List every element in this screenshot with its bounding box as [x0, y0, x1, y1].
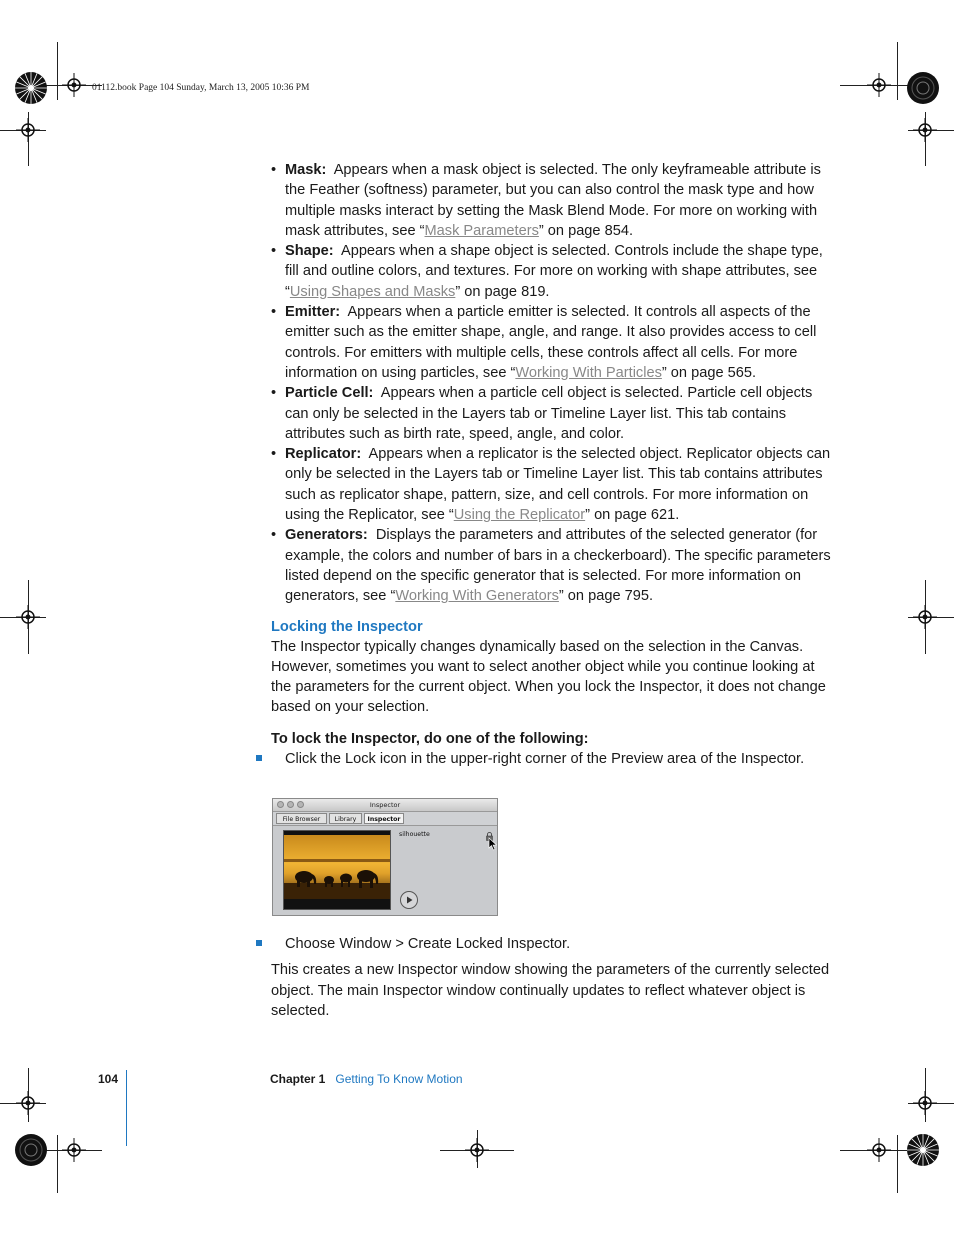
play-button[interactable]: [400, 891, 418, 909]
bullet-dot: •: [271, 243, 277, 260]
list-item: [271, 383, 831, 444]
crosshair-icon: [16, 605, 40, 629]
registration-target-icon: [906, 71, 940, 105]
crosshair-icon: [62, 73, 86, 97]
description: Displays the parameters and attributes of the selected generator (for example, the colors and number of bars in a checkerboard). The specific parameters listed depend on the specific generator that is selected. For more information on generators, see “: [285, 527, 831, 605]
bullet-dot: •: [271, 162, 277, 178]
crosshair-icon: [465, 1138, 489, 1162]
step-text: Click the Lock icon in the upper-right corner of the Preview area of the Inspector.: [285, 751, 805, 768]
crosshair-icon: [62, 1138, 86, 1162]
crosshair-icon: [913, 605, 937, 629]
inspector-tab-list: [271, 160, 831, 607]
play-icon: [401, 892, 417, 908]
tab-library[interactable]: Library: [329, 813, 362, 824]
cross-reference-link[interactable]: Using the Replicator: [453, 507, 586, 524]
book-info-header: 01112.book Page 104 Sunday, March 13, 2005 10:36 PM: [92, 83, 310, 93]
crosshair-icon: [867, 1138, 891, 1162]
list-item: [271, 302, 831, 383]
task-heading: To lock the Inspector, do one of the following:: [271, 730, 589, 747]
section-heading: Locking the Inspector: [271, 618, 423, 635]
cross-reference-link[interactable]: Using Shapes and Masks: [289, 283, 456, 300]
lower-content: [271, 934, 831, 1021]
cross-reference-link[interactable]: Working With Particles: [515, 364, 662, 381]
step-item: [271, 934, 831, 954]
cross-reference-link[interactable]: Working With Generators: [395, 588, 559, 605]
chapter-label: Chapter 1: [270, 1072, 326, 1086]
crosshair-icon: [16, 1091, 40, 1115]
description: Appears when a replicator is the selected object. Replicator objects can only be selected in the Layers tab or Timeline Layer list. This tab contains attributes such as replicator shape, pattern, size, and cell controls. For more information on using the Replicator, see “: [285, 446, 831, 524]
preview-thumbnail: [283, 830, 391, 910]
term: Shape:: [285, 243, 334, 260]
page-reference: ” on page 795.: [558, 588, 654, 605]
step-bullet-icon: [256, 755, 262, 761]
step-list: [271, 934, 831, 954]
term: Replicator:: [285, 446, 362, 463]
chapter-footer: [270, 1072, 463, 1086]
sunset-elephants-image: [284, 831, 390, 909]
crosshair-icon: [867, 73, 891, 97]
bullet-dot: •: [271, 385, 277, 402]
description: Appears when a mask object is selected. The only keyframeable attribute is the Feather (softness) parameter, but you can also control the mask type and how multiple masks interact by setting the Mask Blend Mode. For more on working with mask attributes, see “: [285, 162, 821, 239]
mouse-pointer-icon: [488, 837, 498, 851]
page-reference: ” on page 819.: [455, 283, 550, 300]
footer-divider: [126, 1070, 127, 1146]
list-item: [271, 525, 831, 606]
window-title: Inspector: [369, 801, 401, 809]
term: Mask:: [285, 162, 327, 178]
registration-burst-icon: [906, 1133, 940, 1167]
chapter-title: Getting To Know Motion: [335, 1072, 463, 1086]
bullet-dot: •: [271, 304, 277, 321]
description: Appears when a particle cell object is selected. Particle cell objects can only be selected in the Layers tab or Timeline Layer list. This tab contains attributes such as birth rate, speed, angle, and color.: [285, 385, 813, 442]
term: Generators:: [285, 527, 368, 544]
registration-burst-icon: [14, 71, 48, 105]
description: Appears when a particle emitter is selected. It controls all aspects of the emitter such as the emitter shape, angle, and range. It also provides access to cell controls. For emitters with multiple cells, these controls affect all cells. For more information on using particles, see “: [285, 304, 817, 381]
description: Appears when a shape object is selected. Controls include the shape type, fill and outline colors, and textures. For more on working with shape attributes, see “: [285, 243, 823, 300]
term: Particle Cell:: [285, 385, 374, 402]
tab-bar: [273, 812, 497, 826]
intro-paragraph: The Inspector typically changes dynamically based on the selection in the Canvas. However, sometimes you want to select another object while you continue looking at the parameters for the current object. When you lock the Inspector, it does not change based on your selection.: [271, 638, 826, 716]
step-item: [271, 749, 831, 769]
bullet-dot: •: [271, 527, 277, 544]
object-name: silhouette: [399, 831, 430, 838]
step-list: [271, 749, 831, 769]
registration-target-icon: [14, 1133, 48, 1167]
crosshair-icon: [913, 1091, 937, 1115]
list-item: [271, 241, 831, 302]
page-number: 104: [98, 1072, 119, 1086]
cross-reference-link[interactable]: Mask Parameters: [424, 222, 539, 239]
conclusion-paragraph: This creates a new Inspector window showing the parameters of the currently selected object. The main Inspector window continually updates to reflect whatever object is selected.: [271, 962, 830, 1019]
page-reference: ” on page 565.: [661, 364, 757, 381]
inspector-screenshot: [272, 798, 498, 916]
crosshair-icon: [913, 118, 937, 142]
tab-file-browser[interactable]: File Browser: [276, 813, 327, 824]
main-content: [271, 160, 831, 769]
tab-inspector[interactable]: Inspector: [364, 813, 404, 824]
step-bullet-icon: [256, 940, 262, 946]
step-text: Choose Window > Create Locked Inspector.: [285, 936, 571, 952]
list-item: [271, 444, 831, 525]
window-titlebar: [273, 799, 497, 812]
list-item: [271, 160, 831, 241]
crosshair-icon: [16, 118, 40, 142]
bullet-dot: •: [271, 446, 277, 463]
page-reference: ” on page 854.: [538, 222, 634, 239]
term: Emitter:: [285, 304, 341, 321]
page-reference: ” on page 621.: [585, 507, 680, 524]
